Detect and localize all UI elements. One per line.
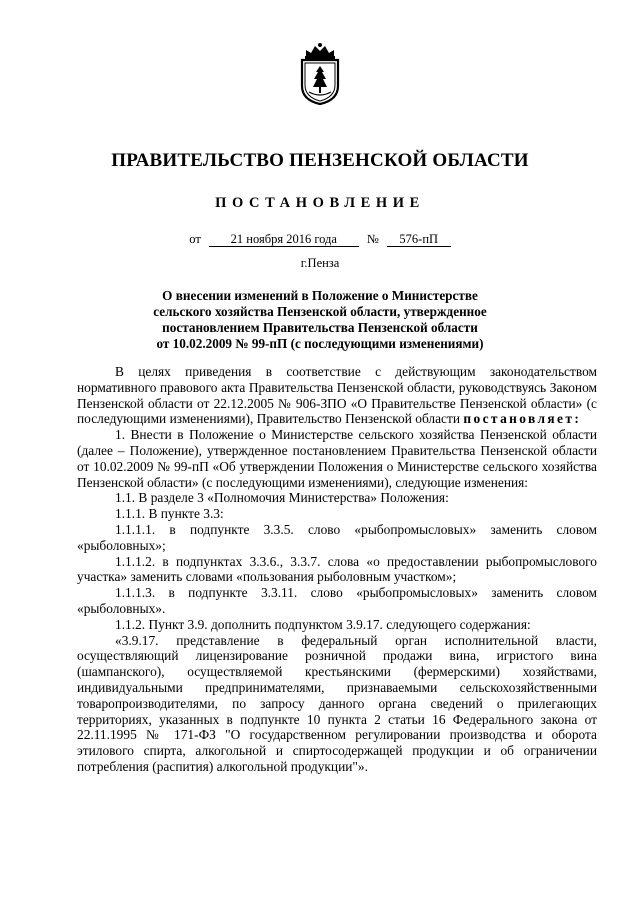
preamble-text: В целях приведения в соответствие с действующим законодательством нормативного правового акта Правительства Пензенской области, руководствуясь Законом Пензенской области от 22.12.2005 № 906-ЗПО «О Правительстве Пензенской области» (с последующими изменениями), Правительство Пензенской области — [77, 364, 597, 427]
body-paragraph: 1. Внести в Положение о Министерстве сельского хозяйства Пензенской области (далее – Положение), утвержденное постановлением Правительства Пензенской области от 10.02.2009 № 99-пП «Об утверждении Положения о Министерстве сельского хозяйства Пензенской области» (с последующими изменениями), следующие изменения: — [77, 427, 597, 490]
body-paragraph: 1.1.2. Пункт 3.9. дополнить подпунктом 3.9.17. следующего содержания: — [115, 616, 531, 632]
decree-word: постановляет: — [463, 411, 582, 427]
body-paragraph: 1.1.1.1. в подпункте 3.3.5. слово «рыбопромысловых» заменить словом «рыболовных»; — [77, 521, 597, 553]
body-paragraph: 1.1.1.3. в подпункте 3.3.11. слово «рыбопромысловых» заменить словом «рыболовных». — [77, 585, 597, 616]
body-paragraph: 1.1. В разделе 3 «Полномочия Министерства» Положения: — [115, 490, 449, 506]
city: г.Пенза — [300, 256, 340, 270]
title-line: О внесении изменений в Положение о Министерстве — [162, 288, 478, 303]
title-line: от 10.02.2009 № 99-пП (с последующими изменениями) — [156, 336, 484, 351]
document-date: 21 ноября 2016 года — [209, 232, 359, 247]
title-line: сельского хозяйства Пензенской области, утвержденное — [153, 304, 487, 319]
body-paragraph: 1.1.1. В пункте 3.3: — [115, 506, 224, 522]
number-sign: № — [366, 232, 379, 246]
document-type: ПОСТАНОВЛЕНИЕ — [215, 195, 425, 211]
document-number: 576-пП — [387, 232, 451, 247]
body-paragraph: «3.9.17. представление в федеральный орган исполнительной власти, осуществляющий лицензирование розничной продажи вина, игристого вина (шампанского), осуществляемой крестьянскими (фермерскими) хозяйствами, индивидуальными предпринимателями, признаваемыми сельскохозяйственными товаропроизводителями, по запросу данного органа сведений о прилегающих территориях, указанных в подпункте 10 пункта 2 статьи 16 Федерального закона от 22.11.1995 № 171-ФЗ "О государственном регулировании производства и оборота этилового спирта, алкогольной и спиртосодержащей продукции и об ограничении потребления (распития) алкогольной продукции"». — [77, 632, 597, 774]
document-title — [0, 288, 640, 352]
preamble-paragraph — [77, 364, 597, 427]
date-prefix: от — [189, 232, 201, 246]
coat-of-arms-emblem — [296, 42, 344, 106]
document-body — [77, 364, 597, 775]
document-date-line — [0, 232, 640, 247]
title-line: постановлением Правительства Пензенской области — [162, 320, 478, 335]
body-paragraph: 1.1.1.2. в подпунктах 3.3.6., 3.3.7. слова «о предоставлении рыбопромыслового участка» заменить словами «пользования рыболовным участком»; — [77, 553, 597, 585]
organization-name: ПРАВИТЕЛЬСТВО ПЕНЗЕНСКОЙ ОБЛАСТИ — [111, 150, 529, 171]
